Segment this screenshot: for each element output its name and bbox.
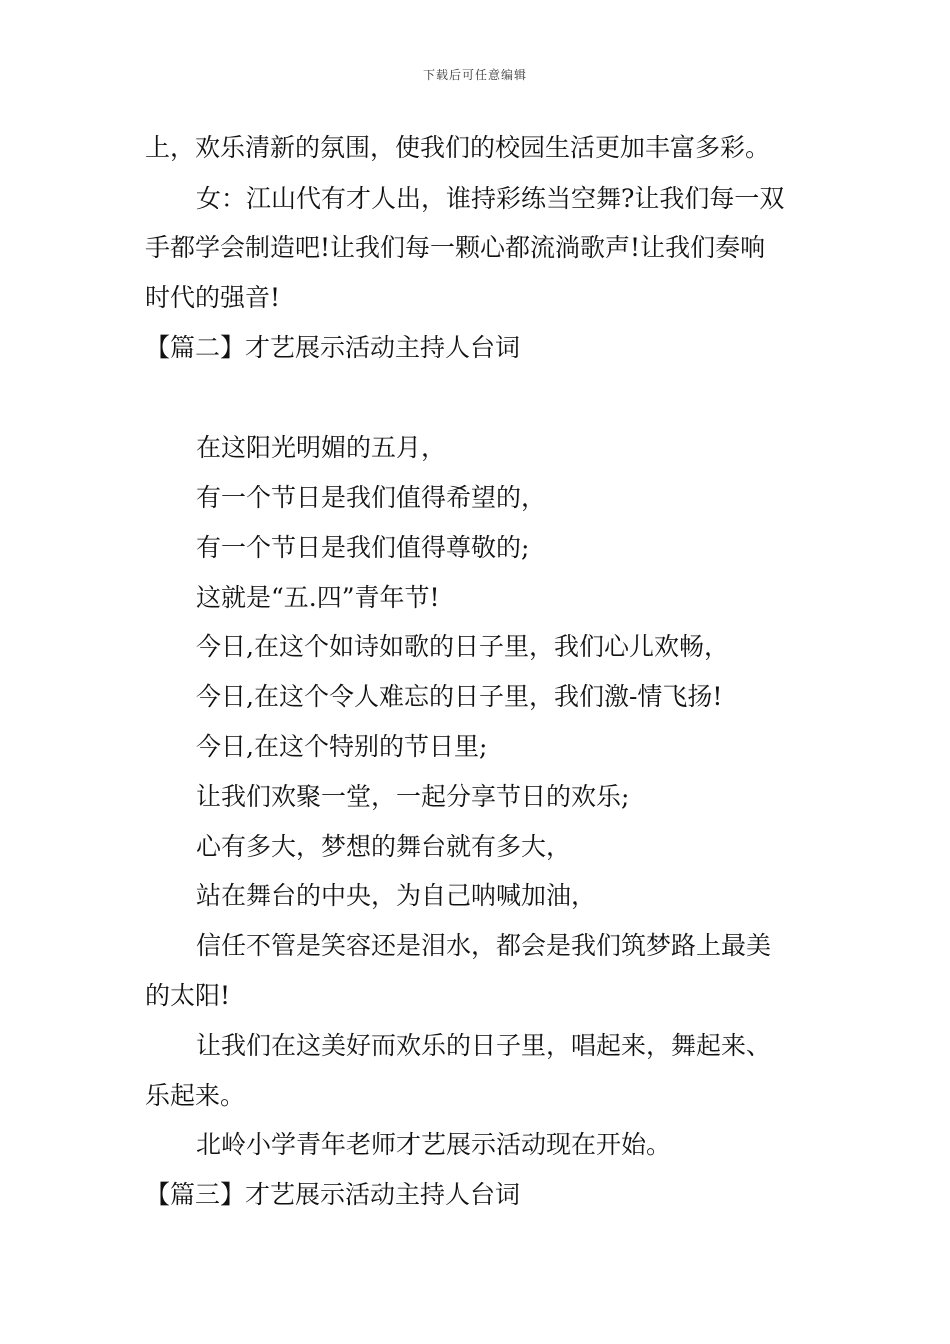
- poem-line: 今日,在这个令人难忘的日子里，我们激-情飞扬!: [196, 682, 723, 711]
- paragraph-line: 女：江山代有才人出，谁持彩练当空舞?让我们每一双: [196, 184, 785, 213]
- page-header: 下载后可任意编辑: [422, 68, 527, 82]
- paragraph-line: 乐起来。: [145, 1081, 246, 1110]
- poem-line: 心有多大，梦想的舞台就有多大，: [196, 832, 572, 861]
- paragraph-line: 的太阳!: [145, 981, 231, 1010]
- poem-line: 有一个节日是我们值得希望的，: [196, 483, 547, 512]
- paragraph-line: 手都学会制造吧!让我们每一颗心都流淌歌声!让我们奏响: [145, 233, 766, 262]
- poem-line: 今日,在这个特别的节日里;: [196, 732, 488, 761]
- poem-line: 站在舞台的中央，为自己呐喊加油，: [196, 881, 597, 910]
- section-heading: 【篇三】才艺展示活动主持人台词: [145, 1180, 521, 1209]
- paragraph-line: 信任不管是笑容还是泪水，都会是我们筑梦路上最美: [196, 931, 772, 960]
- poem-line: 在这阳光明媚的五月，: [196, 433, 447, 462]
- paragraph-line: 让我们在这美好而欢乐的日子里，唱起来，舞起来、: [196, 1031, 772, 1060]
- section-heading: 【篇二】才艺展示活动主持人台词: [145, 333, 521, 362]
- paragraph-line: 北岭小学青年老师才艺展示活动现在开始。: [196, 1130, 672, 1159]
- paragraph-line: 上，欢乐清新的氛围，使我们的校园生活更加丰富多彩。: [145, 133, 771, 162]
- poem-line: 让我们欢聚一堂，一起分享节日的欢乐;: [196, 782, 630, 811]
- poem-line: 这就是“五.四”青年节!: [196, 583, 440, 612]
- poem-line: 有一个节日是我们值得尊敬的;: [196, 533, 530, 562]
- paragraph-line: 时代的强音!: [145, 283, 281, 312]
- poem-line: 今日,在这个如诗如歌的日子里，我们心儿欢畅，: [196, 632, 729, 661]
